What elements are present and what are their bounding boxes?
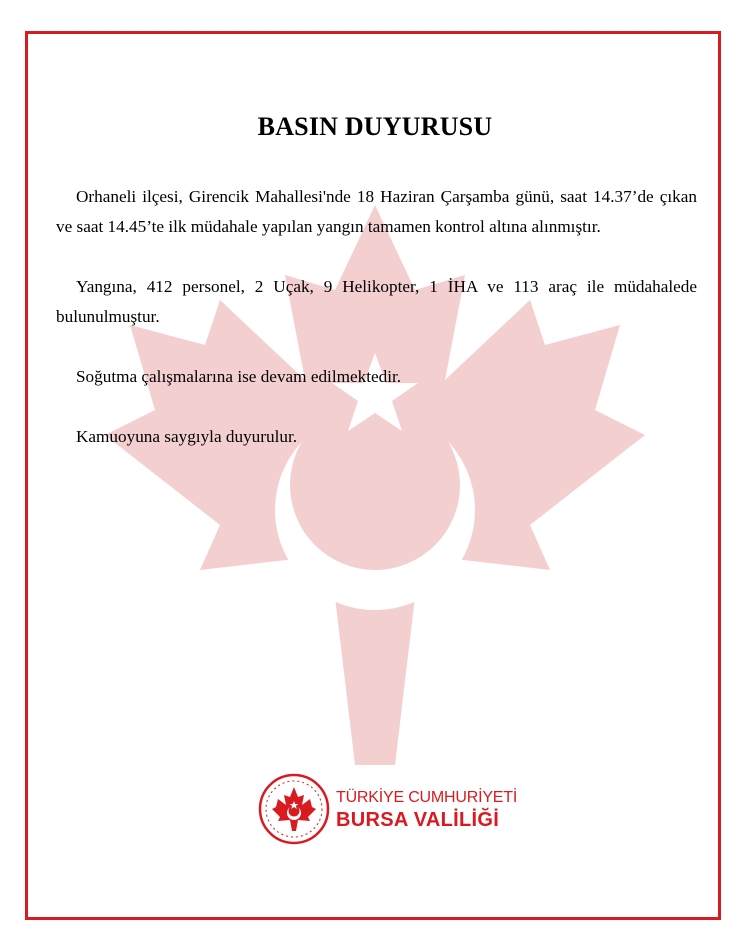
logo-line-republic: TÜRKİYE CUMHURİYETİ bbox=[336, 789, 518, 806]
bursa-governorship-logo bbox=[258, 773, 528, 845]
announcement-body bbox=[56, 182, 697, 482]
paragraph-cooling-work: Soğutma çalışmalarına ise devam edilmektedir. bbox=[76, 367, 402, 386]
governorship-seal-icon bbox=[258, 773, 330, 845]
paragraph-response-resources: Yangına, 412 personel, 2 Uçak, 9 Helikopter, 1 İHA ve 113 araç ile müdahalede bulunulmuştur. bbox=[56, 277, 697, 326]
paragraph-fire-report: Orhaneli ilçesi, Girencik Mahallesi'nde 18 Haziran Çarşamba günü, saat 14.37’de çıkan ve saat 14.45’te ilk müdahale yapılan yangın tamamen kontrol altına alınmıştır. bbox=[56, 187, 697, 236]
paragraph-closing: Kamuoyuna saygıyla duyurulur. bbox=[76, 427, 298, 446]
document-title: BASIN DUYURUSU bbox=[257, 112, 493, 141]
logo-line-governorship: BURSA VALİLİĞİ bbox=[336, 809, 500, 831]
